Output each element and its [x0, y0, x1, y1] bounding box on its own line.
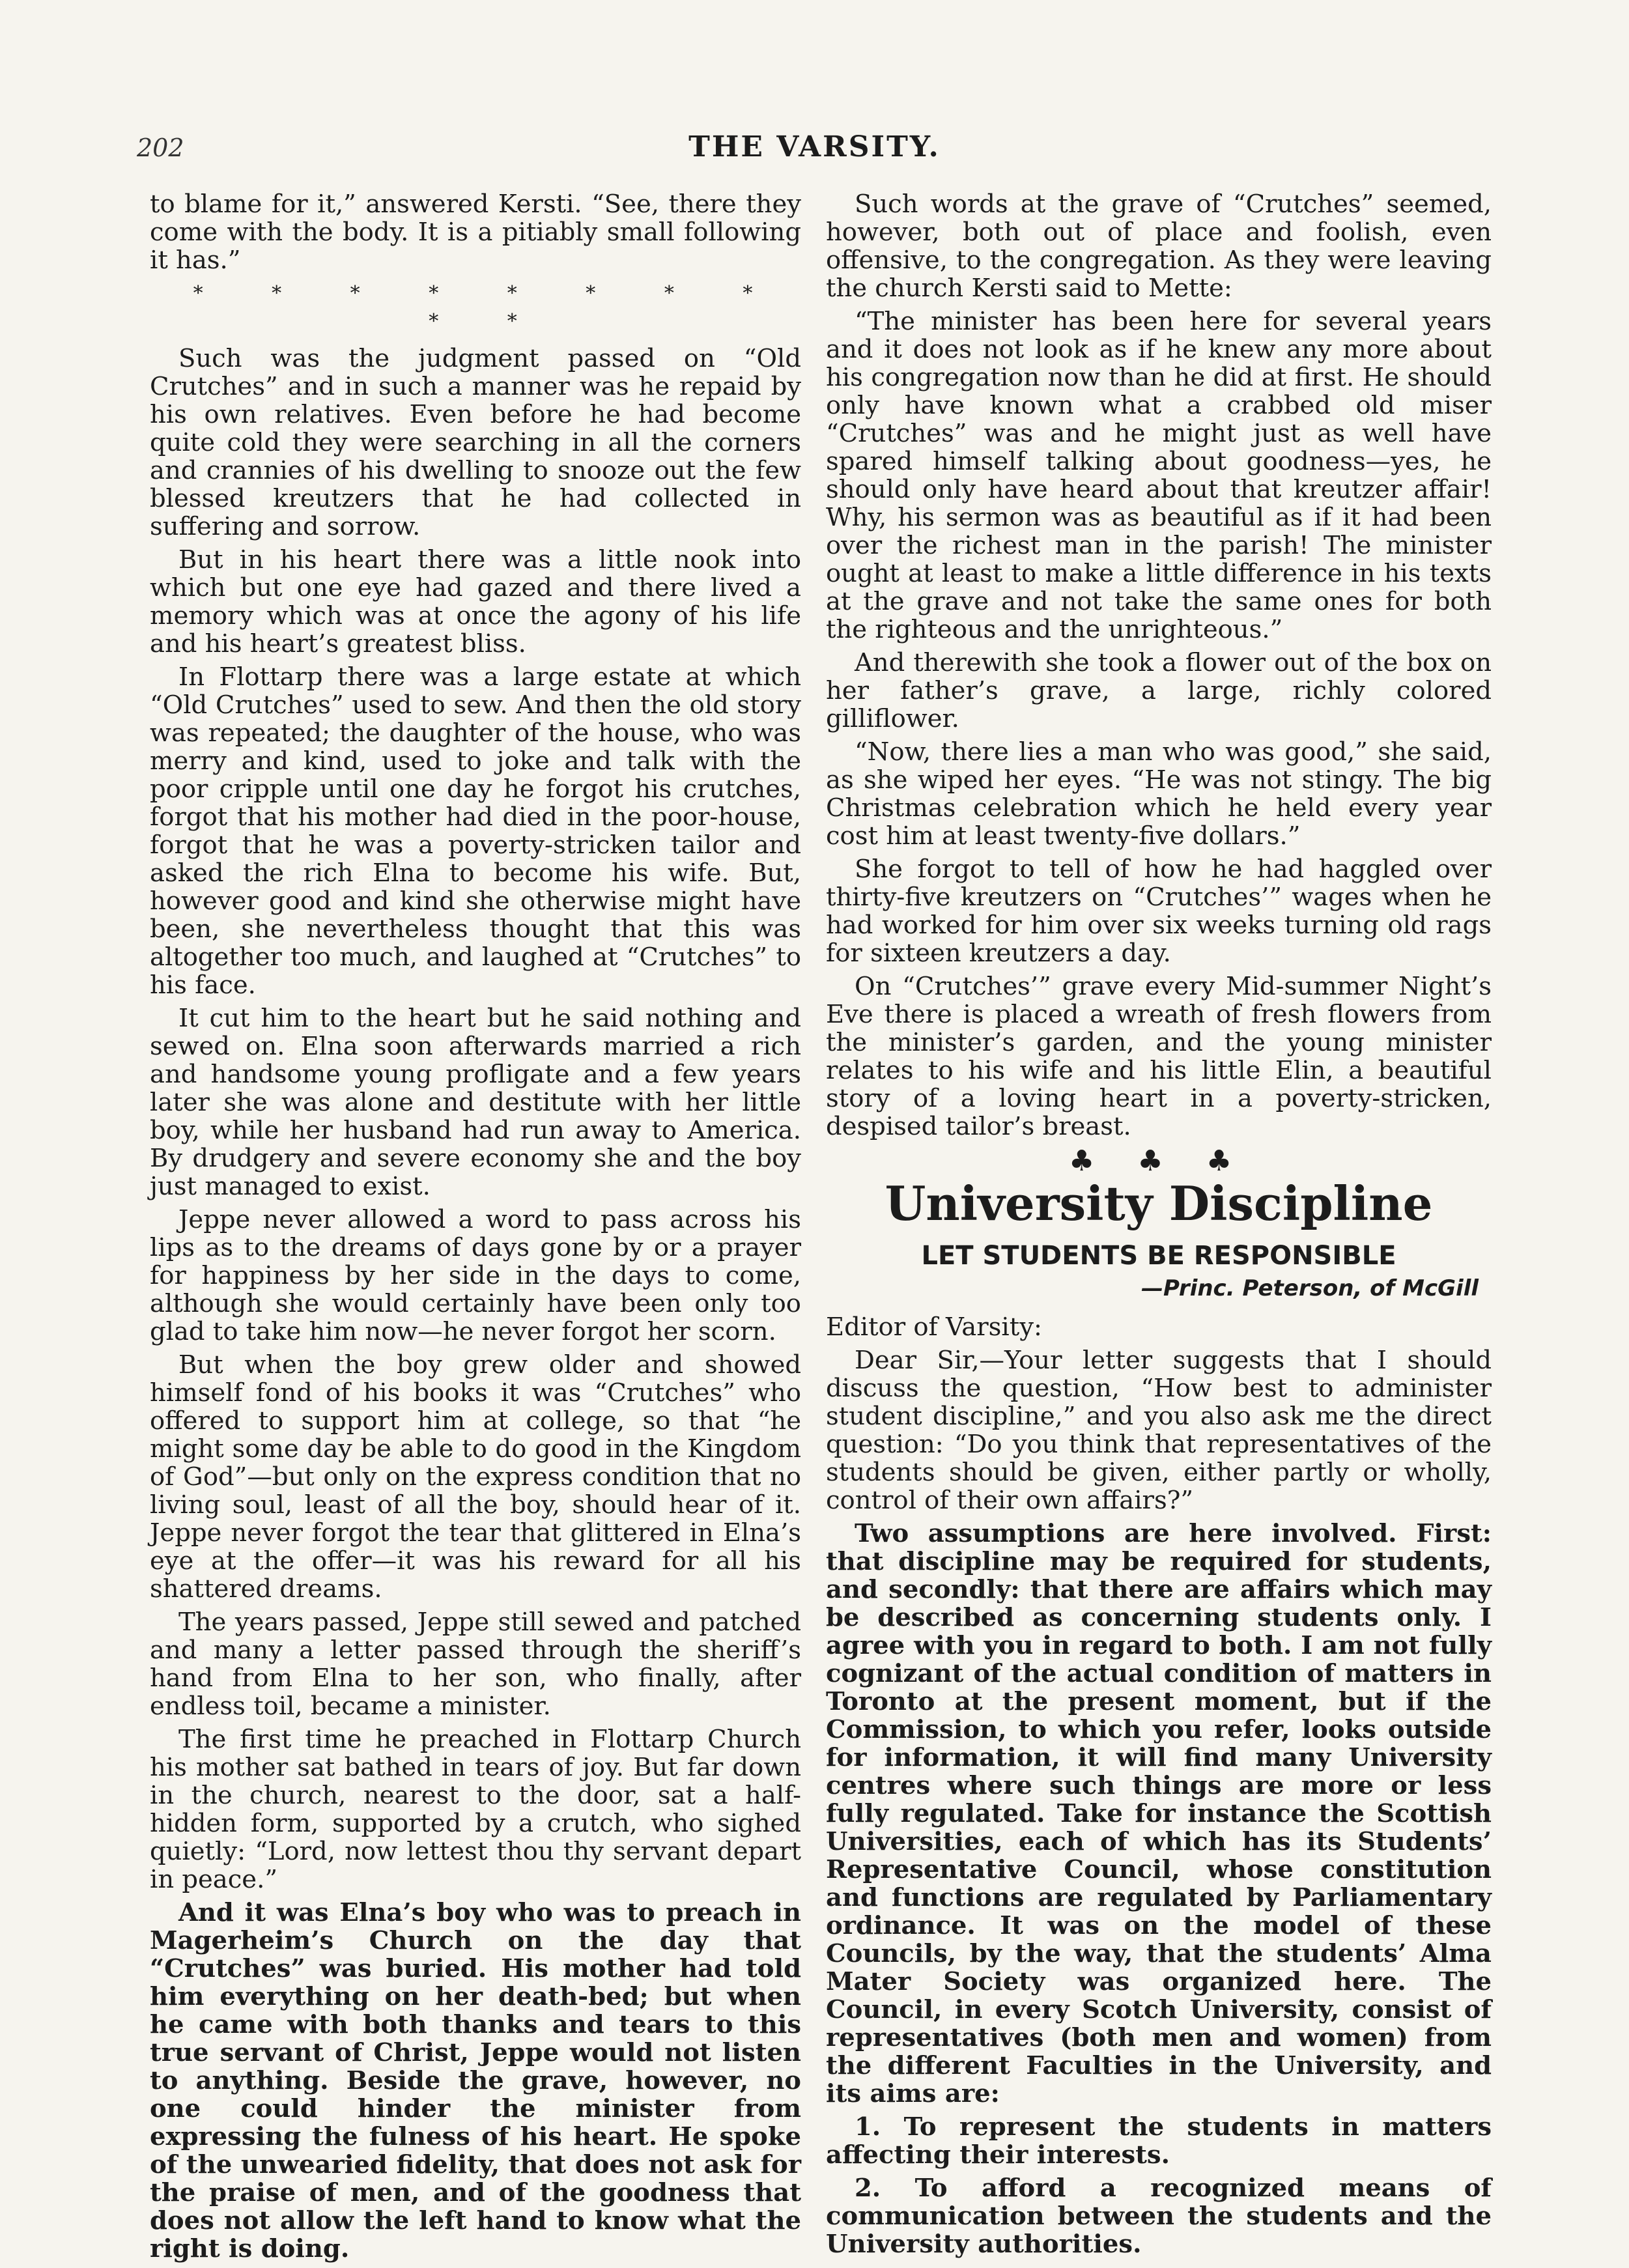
story-paragraph: “Now, there lies a man who was good,” she said, as she wiped her eyes. “He was not stingy. The big Christmas celebration which he held every year cost him at least twenty-five dollars.”	[826, 737, 1492, 851]
story-paragraph: She forgot to tell of how he had haggled over thirty-five kreutzers on “Crutches’” wages when he had worked for him over six weeks turning old rags for sixteen kreutzers a day.	[826, 855, 1492, 968]
list-item: 2. To afford a recognized means of communication between the students and the University authorities.	[826, 2174, 1492, 2259]
story-paragraph: Such was the judgment passed on “Old Crutches” and in such a manner was he repaid by his own relatives. Even before he had become quite cold they were searching in all the corners and crannies of his dwelling to snooze out the few blessed kreutzers that he had collected in suffering and sorrow.	[150, 344, 801, 541]
article-paragraph: Dear Sir,—Your letter suggests that I should discuss the question, “How best to administer student discipline,” and you also ask me the direct question: “Do you think that representatives of the students should be given, either partly or wholly, control of their own affairs?”	[826, 1346, 1492, 1515]
story-paragraph: But when the boy grew older and showed himself fond of his books it was “Crutches” who offered to support him at college, so that “he might some day be able to do good in the Kingdom of God”—but only on the express condition that no living soul, least of all the boy, should hear of it. Jeppe never forgot the tear that glittered in Elna’s eye at the offer—it was his reward for all his shattered dreams.	[150, 1350, 801, 1604]
list-item: 1. To represent the students in matters affecting their interests.	[826, 2112, 1492, 2170]
story-paragraph: It cut him to the heart but he said nothing and sewed on. Elna soon afterwards married a rich and handsome young profligate and a few years later she was alone and destitute with her little boy, while her husband had run away to America. By drudgery and severe economy she and the boy just managed to exist.	[150, 1004, 801, 1201]
story-paragraph: Such words at the grave of “Crutches” seemed, however, both out of place and foolish, even offensive, to the congregation. As they were leaving the church Kersti said to Mette:	[826, 190, 1492, 303]
article-paragraph: Two assumptions are here involved. First: that discipline may be required for students, and secondly: that there are affairs which may be described as concerning students only. I agree with you in regard to both. I am not fully cognizant of the actual condition of matters in Toronto at the present moment, but if the Commission, to which you refer, looks outside for information, it will find many University centres where such things are more or less fully regulated. Take for instance the Scottish Universities, each of which has its Students’ Representative Council, whose constitution and functions are regulated by Parliamentary ordinance. It was on the model of these Councils, by the way, that the students’ Alma Mater Society was organized here. The Council, in every Scotch University, consist of representatives (both men and women) from the different Faculties in the University, and its aims are:	[826, 1519, 1492, 2108]
right-column	[826, 190, 1492, 2263]
story-paragraph: “The minister has been here for several years and it does not look as if he knew any more about his congregation now than he did at first. He should only have known what a crabbed old miser “Crutches” was and he might just as well have spared himself talking about goodness—yes, he should only have heard about that kreutzer affair! Why, his sermon was as beautiful as if it had been over the richest man in the parish! The minister ought at least to make a little difference in his texts at the grave and not take the same ones for both the righteous and the unrighteous.”	[826, 307, 1492, 644]
story-paragraph: But in his heart there was a little nook into which but one eye had gazed and there lived a memory which was at once the agony of his life and his heart’s greatest bliss.	[150, 545, 801, 659]
page-title: THE VARSITY.	[688, 130, 941, 163]
story-paragraph: Jeppe never allowed a word to pass across his lips as to the dreams of days gone by or a prayer for happiness by her side in the days to come, although she would certainly have been only too glad to take him now—he never forgot her scorn.	[150, 1205, 801, 1346]
left-column	[150, 190, 801, 2268]
article-subtitle: LET STUDENTS BE RESPONSIBLE	[921, 1241, 1396, 1271]
article-byline: —Princ. Peterson, of McGill	[1141, 1275, 1479, 1301]
page-number: 202	[137, 134, 184, 162]
story-paragraph: In Flottarp there was a large estate at which “Old Crutches” used to sew. And then the old story was repeated; the daughter of the house, who was merry and kind, used to joke and talk with the poor cripple until one day he forgot his crutches, forgot that his mother had died in the poor-house, forgot that he was a poverty-stricken tailor and asked the rich Elna to become his wife. But, however good and kind she otherwise might have been, she nevertheless thought that this was altogether too much, and laughed at “Crutches” to his face.	[150, 662, 801, 1000]
story-paragraph: On “Crutches’” grave every Mid-summer Night’s Eve there is placed a wreath of fresh flowers from the minister’s garden, and the young minister relates to his wife and his little Elin, a beautiful story of a loving heart in a poverty-stricken, despised tailor’s breast.	[826, 972, 1492, 1141]
clover-ornament-icon: ♣ ♣ ♣	[1068, 1144, 1249, 1178]
story-paragraph: And it was Elna’s boy who was to preach in Magerheim’s Church on the day that “Crutches” was buried. His mother had told him everything on her death-bed; but when he came with both thanks and tears to this true servant of Christ, Jeppe would not listen to anything. Beside the grave, however, no one could hinder the minister from expressing the fulness of his heart. He spoke of the unwearied fidelity, that does not ask for the praise of men, and of the goodness that does not allow the left hand to know what the right is doing.	[150, 1898, 801, 2263]
section-separator: * * * * * * * * * *	[193, 282, 784, 333]
story-paragraph: And therewith she took a flower out of the box on her father’s grave, a large, richly colored gilliflower.	[826, 648, 1492, 733]
story-paragraph: to blame for it,” answered Kersti. “See, there they come with the body. It is a pitiably small following it has.”	[150, 190, 801, 275]
story-paragraph: The first time he preached in Flottarp Church his mother sat bathed in tears of joy. But far down in the church, nearest to the door, sat a half-hidden form, supported by a crutch, who sighed quietly: “Lord, now lettest thou thy servant depart in peace.”	[150, 1725, 801, 1894]
article-title: University Discipline	[885, 1176, 1433, 1231]
letter-salutation: Editor of Varsity:	[826, 1312, 1042, 1342]
story-paragraph: The years passed, Jeppe still sewed and patched and many a letter passed through the sheriff’s hand from Elna to her son, who finally, after endless toil, became a minister.	[150, 1608, 801, 1721]
